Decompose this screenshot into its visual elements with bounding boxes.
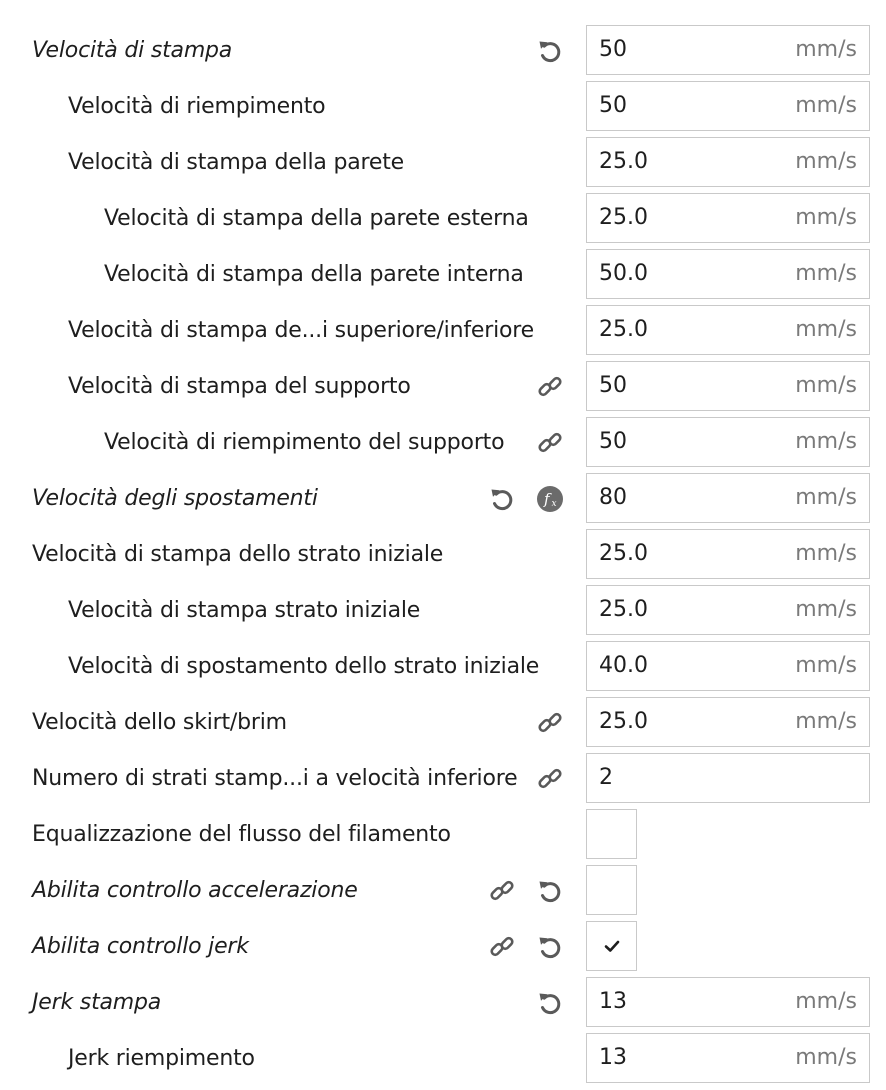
setting-row: [0, 977, 886, 1029]
setting-value-input[interactable]: [586, 753, 870, 803]
setting-row: [0, 193, 886, 245]
setting-value-input[interactable]: [586, 25, 870, 75]
svg-text:f: f: [544, 490, 550, 508]
setting-value: 50.0: [599, 261, 648, 286]
setting-unit: mm/s: [795, 317, 857, 342]
setting-unit: mm/s: [795, 429, 857, 454]
setting-label: Velocità di stampa della parete interna: [104, 262, 524, 287]
reset-icon[interactable]: [488, 485, 516, 513]
setting-label: Velocità di stampa: [32, 38, 233, 63]
link-icon[interactable]: [536, 709, 564, 737]
setting-value: 13: [599, 1045, 627, 1070]
setting-value-input[interactable]: [586, 305, 870, 355]
setting-label: Velocità di stampa del supporto: [68, 374, 411, 399]
setting-row: [0, 809, 886, 861]
setting-value: 25.0: [599, 317, 648, 342]
reset-icon[interactable]: [536, 989, 564, 1017]
setting-row: [0, 249, 886, 301]
setting-value-input[interactable]: [586, 193, 870, 243]
setting-row: [0, 25, 886, 77]
setting-label: Velocità di riempimento del supporto: [104, 430, 505, 455]
setting-unit: mm/s: [795, 1045, 857, 1070]
setting-unit: mm/s: [795, 709, 857, 734]
setting-value-input[interactable]: [586, 641, 870, 691]
setting-value-input[interactable]: [586, 1033, 870, 1083]
setting-unit: mm/s: [795, 93, 857, 118]
setting-row: [0, 753, 886, 805]
setting-label: Velocità di riempimento: [68, 94, 326, 119]
setting-value-input[interactable]: [586, 361, 870, 411]
setting-row: [0, 137, 886, 189]
setting-value-input[interactable]: [586, 977, 870, 1027]
setting-value: 50: [599, 373, 627, 398]
setting-label: Jerk riempimento: [68, 1046, 255, 1071]
setting-checkbox[interactable]: [586, 865, 637, 915]
setting-value-input[interactable]: [586, 81, 870, 131]
setting-unit: mm/s: [795, 597, 857, 622]
setting-label: Velocità degli spostamenti: [32, 486, 318, 511]
setting-row: [0, 585, 886, 637]
setting-unit: mm/s: [795, 37, 857, 62]
setting-value: 25.0: [599, 597, 648, 622]
function-icon[interactable]: [536, 485, 564, 513]
setting-label: Velocità di stampa dello strato iniziale: [32, 542, 444, 567]
setting-label: Abilita controllo jerk: [32, 934, 249, 959]
setting-row: [0, 529, 886, 581]
setting-label: Velocità di stampa della parete esterna: [104, 206, 529, 231]
setting-value-input[interactable]: [586, 137, 870, 187]
setting-value: 25.0: [599, 541, 648, 566]
setting-value-input[interactable]: [586, 585, 870, 635]
link-icon[interactable]: [488, 933, 516, 961]
link-icon[interactable]: [536, 373, 564, 401]
setting-row: [0, 305, 886, 357]
setting-value: 50: [599, 93, 627, 118]
setting-value-input[interactable]: [586, 697, 870, 747]
setting-row: [0, 697, 886, 749]
setting-unit: mm/s: [795, 149, 857, 174]
setting-row: [0, 865, 886, 917]
setting-label: Velocità di stampa strato iniziale: [68, 598, 421, 623]
setting-unit: mm/s: [795, 485, 857, 510]
setting-label: Velocità dello skirt/brim: [32, 710, 287, 735]
setting-checkbox[interactable]: [586, 809, 637, 859]
setting-value: 80: [599, 485, 627, 510]
setting-row: [0, 641, 886, 693]
setting-value: 25.0: [599, 205, 648, 230]
setting-label: Abilita controllo accelerazione: [32, 878, 358, 903]
setting-row: [0, 417, 886, 469]
setting-value-input[interactable]: [586, 473, 870, 523]
reset-icon[interactable]: [536, 37, 564, 65]
setting-value: 2: [599, 765, 613, 790]
setting-label: Jerk stampa: [32, 990, 162, 1015]
setting-unit: mm/s: [795, 541, 857, 566]
setting-value-input[interactable]: [586, 529, 870, 579]
setting-row: [0, 1033, 886, 1085]
setting-value-input[interactable]: [586, 249, 870, 299]
setting-value: 50: [599, 429, 627, 454]
setting-row: [0, 361, 886, 413]
svg-text:x: x: [551, 499, 557, 509]
setting-label: Velocità di spostamento dello strato iniziale: [68, 654, 540, 679]
setting-value: 50: [599, 37, 627, 62]
setting-unit: mm/s: [795, 205, 857, 230]
setting-value: 13: [599, 989, 627, 1014]
setting-unit: mm/s: [795, 373, 857, 398]
reset-icon[interactable]: [536, 877, 564, 905]
setting-row: [0, 81, 886, 133]
setting-value: 40.0: [599, 653, 648, 678]
setting-unit: mm/s: [795, 261, 857, 286]
link-icon[interactable]: [488, 877, 516, 905]
setting-label: Numero di strati stamp...i a velocità inferiore: [32, 766, 518, 791]
setting-label: Velocità di stampa de...i superiore/inferiore: [68, 318, 534, 343]
setting-checkbox[interactable]: [586, 921, 637, 971]
setting-value: 25.0: [599, 149, 648, 174]
setting-value-input[interactable]: [586, 417, 870, 467]
setting-unit: mm/s: [795, 989, 857, 1014]
setting-label: Equalizzazione del flusso del filamento: [32, 822, 451, 847]
setting-row: [0, 473, 886, 525]
setting-row: [0, 921, 886, 973]
link-icon[interactable]: [536, 765, 564, 793]
setting-label: Velocità di stampa della parete: [68, 150, 404, 175]
setting-unit: mm/s: [795, 653, 857, 678]
link-icon[interactable]: [536, 429, 564, 457]
check-icon: [602, 936, 622, 956]
reset-icon[interactable]: [536, 933, 564, 961]
setting-value: 25.0: [599, 709, 648, 734]
